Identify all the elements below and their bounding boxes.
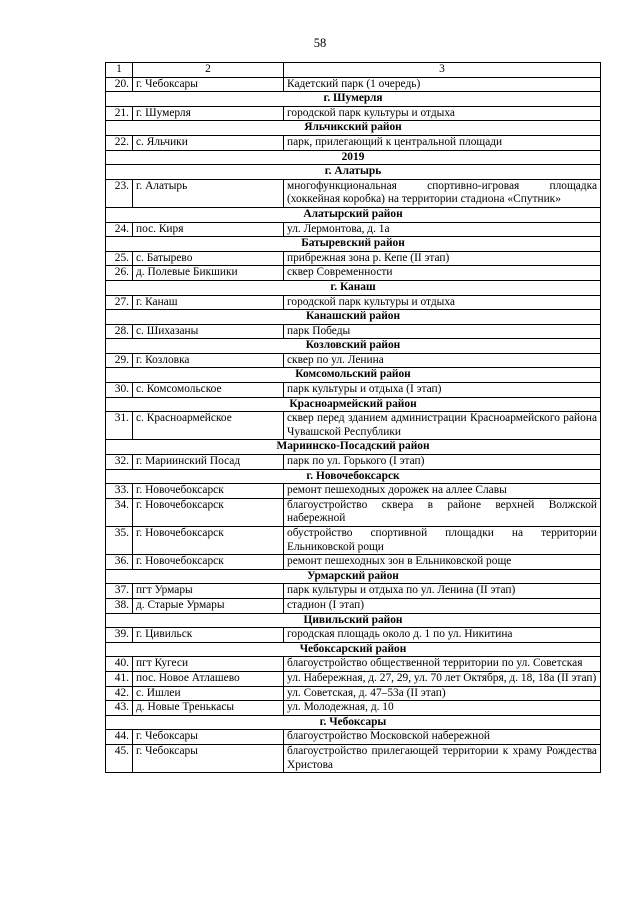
locality-cell: с. Ишлеи xyxy=(133,686,284,701)
project-description: городская площадь около д. 1 по ул. Никитина xyxy=(284,628,601,643)
row-number: 44. xyxy=(106,730,133,745)
table-row xyxy=(106,584,601,599)
table-row xyxy=(106,222,601,237)
locality-cell: д. Старые Урмары xyxy=(133,598,284,613)
section-title: Мариинско-Посадский район xyxy=(106,440,601,455)
project-description: ул. Набережная, д. 27, 29, ул. 70 лет Октября, д. 18, 18а (II этап) xyxy=(284,671,601,686)
section-title: Чебоксарский район xyxy=(106,642,601,657)
row-number: 33. xyxy=(106,484,133,499)
section-row xyxy=(106,368,601,383)
row-number: 22. xyxy=(106,135,133,150)
section-title: Комсомольский район xyxy=(106,368,601,383)
project-description: ремонт пешеходных дорожек на аллее Славы xyxy=(284,484,601,499)
section-title: г. Шумерля xyxy=(106,92,601,107)
row-number: 32. xyxy=(106,455,133,470)
project-description: ул. Советская, д. 47–53а (II этап) xyxy=(284,686,601,701)
table-row xyxy=(106,527,601,555)
table-row xyxy=(106,671,601,686)
project-description: сквер Современности xyxy=(284,266,601,281)
locality-cell: пос. Новое Атлашево xyxy=(133,671,284,686)
project-description: благоустройство общественной территории по ул. Советская xyxy=(284,657,601,672)
project-description: парк по ул. Горького (I этап) xyxy=(284,455,601,470)
locality-cell: с. Шихазаны xyxy=(133,324,284,339)
locality-cell: д. Полевые Бикшики xyxy=(133,266,284,281)
locality-cell: г. Чебоксары xyxy=(133,744,284,772)
section-row xyxy=(106,280,601,295)
project-description: парк культуры и отдыха (I этап) xyxy=(284,383,601,398)
section-title: г. Алатырь xyxy=(106,165,601,180)
table-row xyxy=(106,555,601,570)
table-row xyxy=(106,686,601,701)
locality-cell: пос. Киря xyxy=(133,222,284,237)
project-description: благоустройство сквера в районе верхней Волжской набережной xyxy=(284,498,601,526)
row-number: 40. xyxy=(106,657,133,672)
section-row xyxy=(106,339,601,354)
row-number: 24. xyxy=(106,222,133,237)
section-row xyxy=(106,613,601,628)
project-description: ремонт пешеходных зон в Ельниковской роще xyxy=(284,555,601,570)
table-row xyxy=(106,701,601,716)
locality-cell: с. Красноармейское xyxy=(133,412,284,440)
project-description: сквер перед зданием администрации Красноармейского района Чувашской Республики xyxy=(284,412,601,440)
page-number: 58 xyxy=(313,36,327,50)
project-description: благоустройство прилегающей территории к храму Рождества Христова xyxy=(284,744,601,772)
column-header: 3 xyxy=(284,63,601,78)
section-row xyxy=(106,642,601,657)
table-row xyxy=(106,251,601,266)
section-title: Алатырский район xyxy=(106,207,601,222)
projects-table xyxy=(105,62,601,773)
section-row xyxy=(106,92,601,107)
section-row xyxy=(106,469,601,484)
locality-cell: с. Батырево xyxy=(133,251,284,266)
section-title: Красноармейский район xyxy=(106,397,601,412)
project-description: городской парк культуры и отдыха xyxy=(284,106,601,121)
locality-cell: г. Козловка xyxy=(133,353,284,368)
project-description: благоустройство Московской набережной xyxy=(284,730,601,745)
row-number: 35. xyxy=(106,527,133,555)
table-row xyxy=(106,498,601,526)
table-row xyxy=(106,657,601,672)
locality-cell: г. Чебоксары xyxy=(133,730,284,745)
project-description: многофункциональная спортивно-игровая площадка (хоккейная коробка) на территории стадиона «Спутник» xyxy=(284,179,601,207)
section-title: г. Чебоксары xyxy=(106,715,601,730)
row-number: 41. xyxy=(106,671,133,686)
locality-cell: г. Новочебоксарск xyxy=(133,555,284,570)
section-title: Батыревский район xyxy=(106,237,601,252)
project-description: городской парк культуры и отдыха xyxy=(284,295,601,310)
project-description: ул. Молодежная, д. 10 xyxy=(284,701,601,716)
locality-cell: с. Комсомольское xyxy=(133,383,284,398)
row-number: 21. xyxy=(106,106,133,121)
section-row xyxy=(106,310,601,325)
row-number: 28. xyxy=(106,324,133,339)
row-number: 31. xyxy=(106,412,133,440)
row-number: 30. xyxy=(106,383,133,398)
row-number: 20. xyxy=(106,77,133,92)
project-description: Кадетский парк (1 очередь) xyxy=(284,77,601,92)
row-number: 23. xyxy=(106,179,133,207)
row-number: 34. xyxy=(106,498,133,526)
section-title: г. Канаш xyxy=(106,280,601,295)
locality-cell: г. Цивильск xyxy=(133,628,284,643)
section-row xyxy=(106,237,601,252)
table-row xyxy=(106,744,601,772)
section-row xyxy=(106,165,601,180)
table-row xyxy=(106,179,601,207)
table-row xyxy=(106,484,601,499)
locality-cell: г. Новочебоксарск xyxy=(133,527,284,555)
project-description: сквер по ул. Ленина xyxy=(284,353,601,368)
section-row xyxy=(106,150,601,165)
locality-cell: с. Яльчики xyxy=(133,135,284,150)
project-description: прибрежная зона р. Кепе (II этап) xyxy=(284,251,601,266)
row-number: 45. xyxy=(106,744,133,772)
section-row xyxy=(106,207,601,222)
table-row xyxy=(106,412,601,440)
section-title: Яльчикский район xyxy=(106,121,601,136)
project-description: стадион (I этап) xyxy=(284,598,601,613)
row-number: 37. xyxy=(106,584,133,599)
table-row xyxy=(106,77,601,92)
locality-cell: г. Чебоксары xyxy=(133,77,284,92)
project-description: парк Победы xyxy=(284,324,601,339)
section-title: г. Новочебоксарск xyxy=(106,469,601,484)
table-row xyxy=(106,135,601,150)
section-title: Канашский район xyxy=(106,310,601,325)
row-number: 29. xyxy=(106,353,133,368)
section-title: Урмарский район xyxy=(106,569,601,584)
locality-cell: г. Шумерля xyxy=(133,106,284,121)
section-row xyxy=(106,397,601,412)
row-number: 27. xyxy=(106,295,133,310)
table-row xyxy=(106,730,601,745)
locality-cell: г. Новочебоксарск xyxy=(133,498,284,526)
locality-cell: г. Мариинский Посад xyxy=(133,455,284,470)
table-row xyxy=(106,628,601,643)
row-number: 39. xyxy=(106,628,133,643)
locality-cell: пгт Кугеси xyxy=(133,657,284,672)
table-row xyxy=(106,324,601,339)
locality-cell: пгт Урмары xyxy=(133,584,284,599)
table-row xyxy=(106,598,601,613)
row-number: 25. xyxy=(106,251,133,266)
row-number: 26. xyxy=(106,266,133,281)
section-row xyxy=(106,440,601,455)
column-header: 1 xyxy=(106,63,133,78)
table-row xyxy=(106,455,601,470)
project-description: ул. Лермонтова, д. 1а xyxy=(284,222,601,237)
table-header-row xyxy=(106,63,601,78)
row-number: 38. xyxy=(106,598,133,613)
table-row xyxy=(106,266,601,281)
table-row xyxy=(106,383,601,398)
table-row xyxy=(106,353,601,368)
project-description: парк, прилегающий к центральной площади xyxy=(284,135,601,150)
locality-cell: г. Канаш xyxy=(133,295,284,310)
table-row xyxy=(106,295,601,310)
section-title: Цивильский район xyxy=(106,613,601,628)
locality-cell: д. Новые Тренькасы xyxy=(133,701,284,716)
project-description: парк культуры и отдыха по ул. Ленина (II этап) xyxy=(284,584,601,599)
row-number: 42. xyxy=(106,686,133,701)
project-description: обустройство спортивной площадки на территории Ельниковской рощи xyxy=(284,527,601,555)
column-header: 2 xyxy=(133,63,284,78)
section-row xyxy=(106,569,601,584)
row-number: 36. xyxy=(106,555,133,570)
section-row xyxy=(106,121,601,136)
section-title: Козловский район xyxy=(106,339,601,354)
locality-cell: г. Новочебоксарск xyxy=(133,484,284,499)
locality-cell: г. Алатырь xyxy=(133,179,284,207)
section-row xyxy=(106,715,601,730)
row-number: 43. xyxy=(106,701,133,716)
section-title: 2019 xyxy=(106,150,601,165)
table-row xyxy=(106,106,601,121)
